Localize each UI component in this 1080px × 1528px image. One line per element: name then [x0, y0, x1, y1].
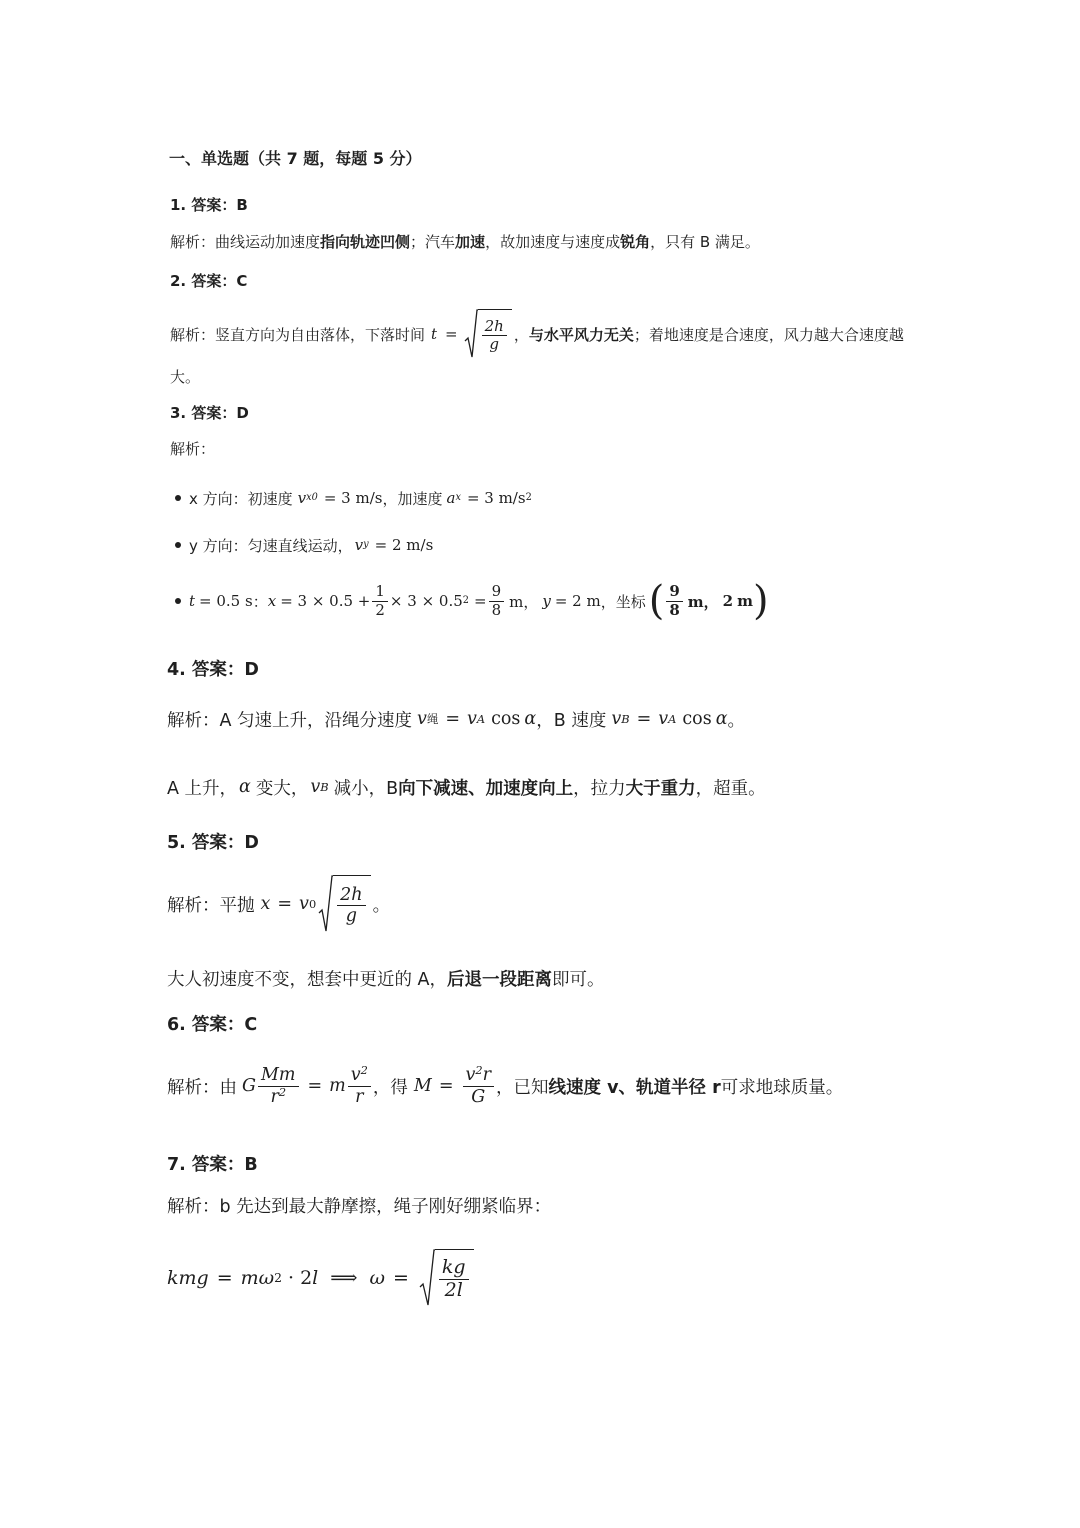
q5-l1-eq: = — [277, 894, 293, 914]
q3-item2-eq: = 2 m/s — [374, 536, 434, 554]
q4-l2-text-e: ，超重。 — [695, 778, 766, 799]
q6-frac3-num-r: r — [482, 1065, 491, 1086]
q4-l2-text-b: 变大， — [255, 778, 309, 799]
q7-eq-eq: = — [216, 1267, 233, 1289]
q3-item1-v: v — [297, 489, 307, 507]
q5-l2-text-a: 大人初速度不变，想套中更近的 A， — [167, 970, 448, 990]
q7-eq-l: l — [312, 1267, 319, 1289]
q1-bold-1: 指向轨迹凹侧 — [320, 233, 411, 251]
q2-text-4: 大。 — [170, 368, 201, 386]
q3-item3-frac1 — [372, 583, 388, 619]
q7-eq-omega: ω — [369, 1267, 385, 1289]
q3-bullet-2 — [175, 542, 181, 548]
q3-intro — [170, 438, 215, 459]
q3-item3-y: y — [542, 592, 551, 610]
q3-item3-frac2 — [489, 583, 505, 619]
q4-l1-cos: cos — [491, 709, 521, 729]
section-title-text: 一、单选题（共 7 题，每题 5 分） — [169, 149, 422, 168]
q2-answer-header — [170, 270, 247, 291]
q3-frac1-num: 1 — [372, 583, 388, 601]
q2-math-eq: = — [445, 325, 458, 343]
q5-l1-text-a: 解析：平抛 — [167, 895, 255, 916]
q6-frac1-num: Mm — [258, 1065, 299, 1086]
q7-eq-lhs: kmg — [167, 1267, 209, 1289]
q3-bullet-1 — [175, 495, 181, 501]
q2-frac-den: g — [489, 335, 500, 353]
q4-l2-bold-1: 向下减速、加速度向上 — [398, 778, 574, 799]
q2-header-text: 2. 答案：C — [170, 272, 248, 290]
q2-math-t: t — [431, 325, 438, 343]
q6-frac3 — [463, 1065, 495, 1106]
q2-text-1: 解析：竖直方向为自由落体，下落时间 — [170, 325, 426, 344]
q1-bold-3: 锐角 — [620, 233, 651, 251]
q7-sqrt — [419, 1249, 474, 1307]
q4-l2-v: v — [310, 777, 321, 797]
q2-text-3: ；着地速度是合速度，风力越大合速度越 — [633, 325, 904, 344]
q3-frac3-den: 8 — [669, 600, 680, 619]
q5-l1-v: v — [299, 894, 309, 914]
q6-eq2: = — [438, 1076, 454, 1096]
q4-explanation-2: A 上升， α 变大， v B 减小，B 向下减速、加速度向上 ，拉力 大于重力 ，超重。 — [167, 773, 766, 801]
q3-frac3-num: 9 — [666, 583, 682, 601]
q3-item3-eq3: = — [473, 592, 487, 610]
q3-item-2: y 方向：匀速直线运动， v y = 2 m/s — [189, 536, 434, 555]
q6-text-end: 可求地球质量。 — [720, 1077, 844, 1098]
q7-frac-num: kg — [439, 1257, 469, 1280]
q6-text-a: 解析：由 — [167, 1077, 237, 1098]
q2-frac-num: 2h — [482, 318, 507, 336]
q7-eq-eq2: = — [393, 1267, 409, 1289]
q4-l1-cos2: cos — [682, 709, 712, 729]
q3-item3-frac3 — [666, 583, 682, 619]
q4-l1-v: v — [417, 709, 427, 729]
q4-l1-text-b: ，B 速度 — [536, 710, 607, 731]
radical-sign-icon — [419, 1249, 435, 1307]
q4-l1-v2: v — [466, 709, 477, 729]
section-title — [169, 146, 422, 169]
q1-text-2: ；汽车 — [410, 233, 456, 251]
q6-frac2-num-v: v — [350, 1065, 361, 1086]
q6-M: M — [413, 1076, 432, 1096]
q3-item1-label: x 方向：初速度 — [189, 489, 293, 508]
q5-explanation-1: 解析：平抛 x = v 0 $\frac{2h}{g}$ 。 — [167, 874, 390, 934]
q3-item1-eq1: = 3 m/s — [323, 489, 383, 507]
q2-sqrt — [464, 309, 512, 359]
q3-item1-eq2: = 3 m/s — [466, 489, 526, 507]
q3-item-1: x 方向：初速度 v x0 = 3 m/s ，加速度 a x = 3 m/s 2 — [189, 489, 532, 508]
q3-item3-unit: m， — [509, 592, 539, 611]
q5-header-text: 5. 答案：D — [167, 833, 259, 853]
q3-item3-eq2: × 3 × 0.5 — [389, 592, 463, 610]
q3-item3-tval: = 0.5 s — [199, 592, 253, 610]
q5-l2-end: 即可。 — [552, 970, 605, 990]
q4-header-text: 4. 答案：D — [167, 660, 259, 680]
q3-intro-text: 解析： — [170, 440, 216, 458]
q3-item1-mid: ，加速度 — [382, 489, 443, 508]
q2-bold-1: 与水平风力无关 — [528, 325, 634, 344]
q6-explanation — [167, 1058, 843, 1114]
q3-item3-lparen: ( — [648, 578, 665, 624]
q3-answer-header — [170, 402, 249, 423]
q6-header-text: 6. 答案：C — [167, 1015, 258, 1035]
q3-frac1-den: 2 — [375, 600, 385, 619]
radical-sign-icon — [318, 875, 333, 933]
q3-item3-x: x — [267, 592, 277, 610]
q4-l1-eq2: = — [636, 709, 652, 729]
q3-item3-rparen: ) — [752, 578, 769, 624]
q7-eq-rest: · 2 — [288, 1267, 313, 1289]
q5-explanation-2 — [167, 966, 605, 991]
q4-l1-v3: v — [611, 709, 622, 729]
q4-explanation-1: 解析：A 匀速上升，沿绳分速度 v 绳 = v A cos α ，B 速度 v B = v A cos α 。 — [167, 705, 745, 733]
q4-l2-bold-2: 大于重力 — [625, 778, 696, 799]
q5-l1-x: x — [260, 894, 271, 914]
q6-frac2-den: r — [355, 1086, 364, 1107]
q5-frac-den: g — [345, 906, 357, 926]
q2-text-2: ， — [513, 325, 529, 344]
q3-header-text: 3. 答案：D — [170, 404, 249, 422]
q4-l2-text-a: A 上升， — [167, 778, 238, 799]
q4-l1-end: 。 — [727, 710, 746, 731]
q7-eq-implies: ⟹ — [330, 1267, 358, 1289]
q1-answer-header — [170, 194, 248, 215]
q3-frac2-num: 9 — [489, 583, 505, 601]
q6-frac2 — [348, 1065, 371, 1106]
q6-bold-1: 线速度 v、轨道半径 r — [548, 1077, 721, 1098]
q7-frac-den: 2l — [444, 1279, 463, 1301]
q3-item1-a: a — [446, 489, 456, 507]
q7-text-1: 解析：b 先达到最大静摩擦，绳子刚好绷紧临界： — [167, 1197, 552, 1217]
q1-text-3: ，故加速度与速度成 — [485, 233, 621, 251]
q5-l2-bold: 后退一段距离 — [447, 970, 553, 990]
q2-explanation — [170, 308, 904, 360]
q4-l2-text-d: ，拉力 — [573, 778, 626, 799]
q3-item3-colon: ： — [252, 592, 268, 611]
q6-frac3-den: G — [471, 1086, 486, 1107]
q3-item2-v: v — [354, 536, 364, 554]
q3-item3-t: t — [189, 592, 196, 610]
q6-frac1 — [258, 1065, 299, 1106]
q5-fraction — [337, 885, 365, 926]
q7-header-text: 7. 答案：B — [167, 1155, 258, 1175]
q3-frac2-den: 8 — [491, 600, 502, 619]
q5-frac-num: 2h — [337, 885, 365, 906]
q3-item3-c3: m — [737, 592, 753, 610]
radical-sign-icon — [464, 309, 478, 359]
q1-text-1: 解析：曲线运动加速度 — [170, 233, 321, 251]
q3-item3-coord: ，坐标 — [600, 592, 646, 611]
q4-l2-alpha: α — [239, 777, 251, 797]
q6-eq1: = — [307, 1076, 323, 1096]
q1-text-4: ，只有 B 满足。 — [650, 233, 760, 251]
q4-l1-alpha: α — [524, 709, 537, 729]
q4-l1-v4: v — [658, 709, 669, 729]
q3-item3-eq1: = 3 × 0.5 + — [280, 592, 371, 610]
q2-fraction — [482, 318, 507, 354]
q5-sqrt — [318, 875, 370, 933]
q5-answer-header — [167, 829, 259, 854]
q3-item3-c2: 2 — [722, 592, 734, 610]
q6-text-c: ，已知 — [496, 1077, 549, 1098]
q3-item3-c1: m， — [687, 592, 719, 611]
q6-G: G — [242, 1076, 256, 1096]
q4-l1-alpha2: α — [715, 709, 728, 729]
q1-header-text: 1. 答案：B — [170, 196, 248, 214]
q7-explanation — [167, 1193, 551, 1218]
q4-l1-text-a: 解析：A 匀速上升，沿绳分速度 — [167, 710, 413, 731]
q7-equation: kmg = mω 2 · 2 l ⟹ ω = $\frac{kg}{2l}$ — [167, 1248, 476, 1308]
q5-l1-end: 。 — [372, 895, 391, 916]
q4-l1-eq: = — [445, 709, 460, 729]
q6-m: m — [329, 1076, 346, 1096]
q7-answer-header — [167, 1151, 258, 1176]
q6-frac3-num-v: v — [465, 1065, 476, 1086]
q6-answer-header — [167, 1011, 257, 1036]
q4-l2-text-c: 减小，B — [333, 778, 399, 799]
q3-item-3: t = 0.5 s ： x = 3 × 0.5 + $\frac{1}{2}$ × 3 × 0.5 2 = $\frac{9}{8}$ m， y = 2 m ，坐标 ( $\frac{9}{8}$ m， 2 m ) — [189, 578, 769, 624]
q6-frac1-den-exp: 2 — [278, 1084, 287, 1099]
q4-answer-header — [167, 656, 259, 681]
q1-explanation — [170, 231, 760, 252]
q6-frac1-den-r: r — [270, 1086, 279, 1107]
q6-frac3-num-exp: 2 — [475, 1063, 483, 1078]
q3-item3-yval: = 2 m — [554, 592, 601, 610]
q7-fraction — [439, 1257, 469, 1302]
q2-explanation-cont — [170, 366, 200, 387]
q1-bold-2: 加速 — [455, 233, 486, 251]
q6-frac2-num-exp: 2 — [360, 1063, 368, 1078]
q7-eq-m-omega: mω — [240, 1267, 275, 1289]
q3-bullet-3 — [175, 598, 181, 604]
q6-text-b: ，得 — [372, 1077, 408, 1098]
q3-item2-label: y 方向：匀速直线运动， — [189, 536, 353, 555]
